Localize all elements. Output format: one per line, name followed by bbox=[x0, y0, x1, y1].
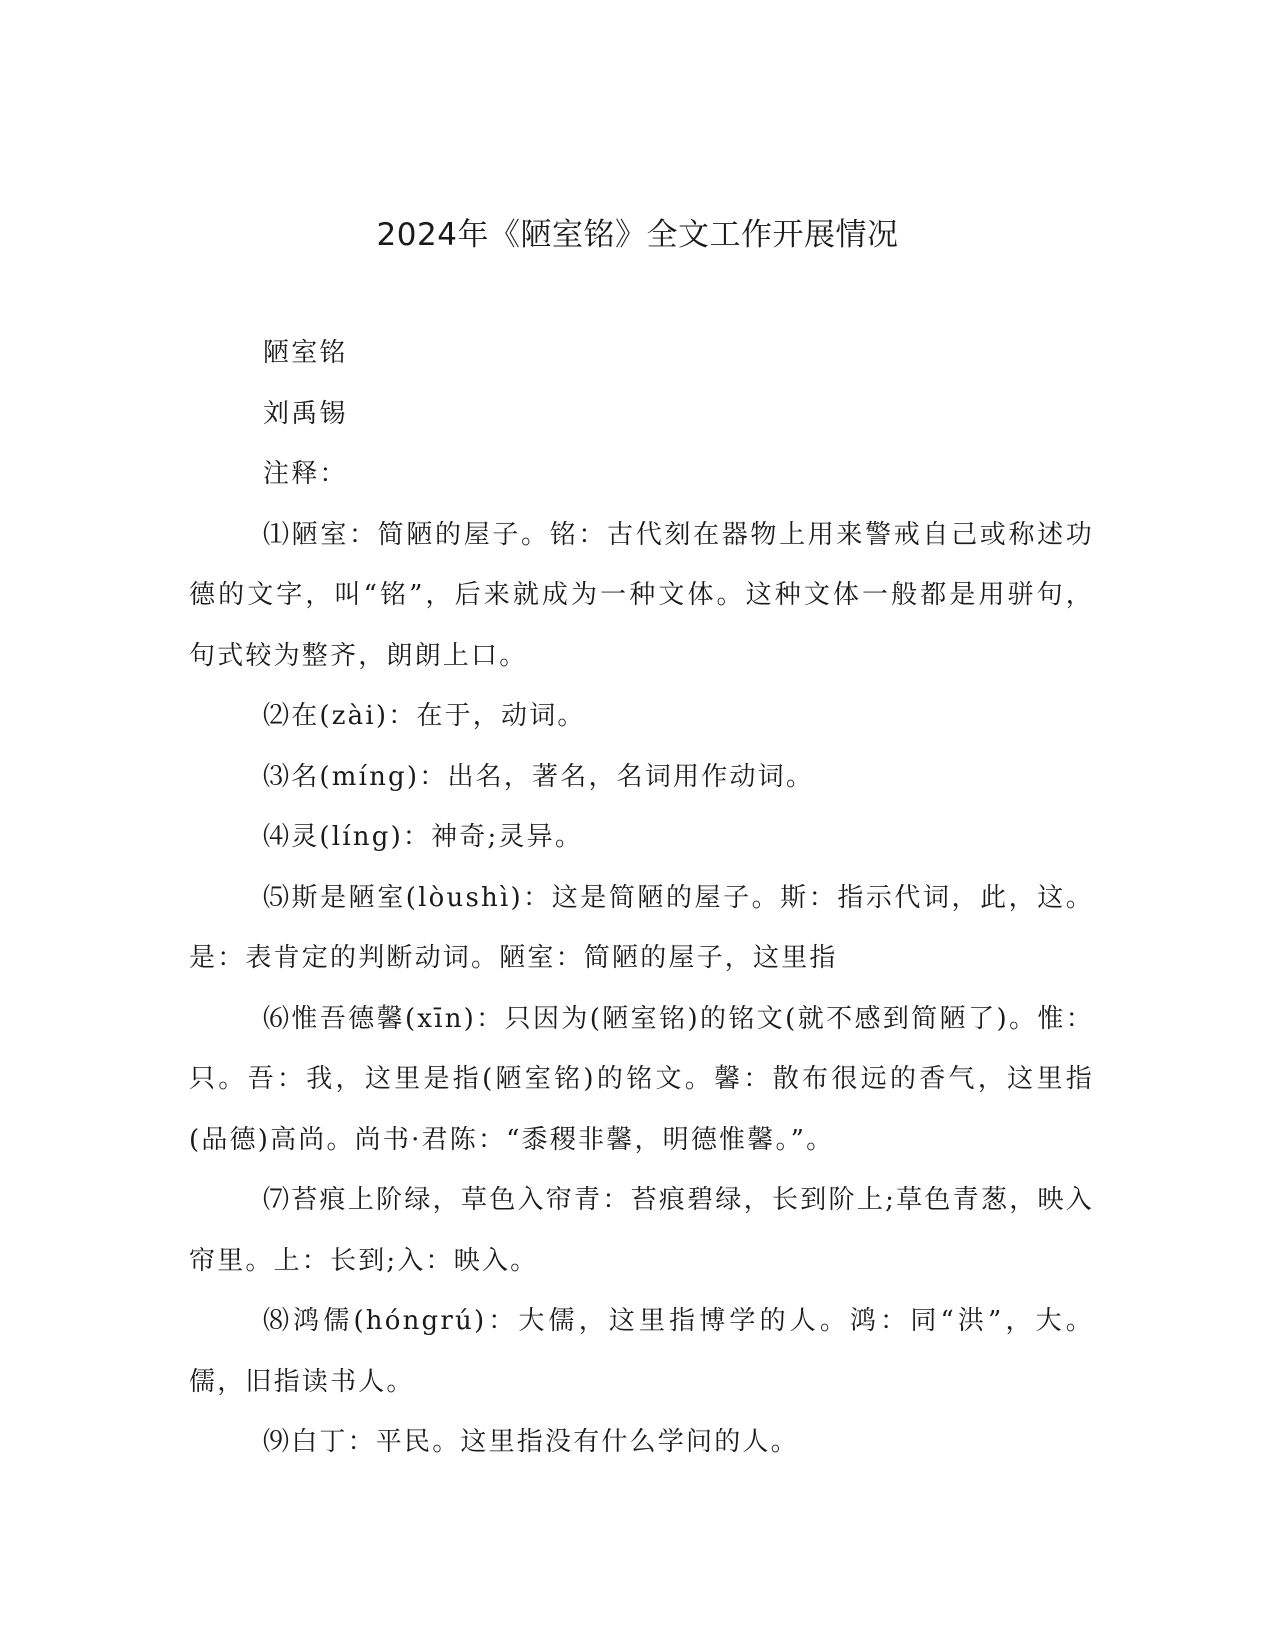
note-4: ⑷灵(líng)：神奇;灵异。 bbox=[263, 822, 584, 852]
note-2: ⑵在(zài)：在于，动词。 bbox=[263, 701, 586, 731]
note-3: ⑶名(míng)：出名，著名，名词用作动词。 bbox=[263, 761, 815, 792]
note-5: ⑸斯是陋室(lòushì)：这是简陋的屋子。斯：指示代词，此，这。是：表肯定的判断动词。陋室：简陋的屋子，这里指 bbox=[189, 882, 1094, 973]
note-7: ⑺苔痕上阶绿，草色入帘青：苔痕碧绿，长到阶上;草色青葱，映入帘里。上：长到;入：映入。 bbox=[189, 1185, 1094, 1276]
author-name: 刘禹锡 bbox=[263, 398, 348, 429]
notes-heading: 注释： bbox=[263, 459, 348, 489]
poem-title: 陋室铭 bbox=[263, 338, 348, 368]
note-6: ⑹惟吾德馨(xīn)：只因为(陋室铭)的铭文(就不感到简陋了)。惟：只。吾：我，这里是指(陋室铭)的铭文。馨：散布很远的香气，这里指(品德)高尚。尚书·君陈：“黍稷非馨，明德惟馨。”。 bbox=[189, 1003, 1094, 1155]
note-1: ⑴陋室：简陋的屋子。铭：古代刻在器物上用来警戒自己或称述功德的文字，叫“铭”，后来就成为一种文体。这种文体一般都是用骈句，句式较为整齐，朗朗上口。 bbox=[189, 519, 1094, 671]
document-title: 2024年《陋室铭》全文工作开展情况 bbox=[376, 217, 899, 253]
document-body bbox=[189, 323, 1094, 1473]
note-9: ⑼白丁：平民。这里指没有什么学问的人。 bbox=[263, 1427, 799, 1457]
note-8: ⑻鸿儒(hóngrú)：大儒，这里指博学的人。鸿：同“洪”，大。儒，旧指读书人。 bbox=[189, 1306, 1094, 1397]
